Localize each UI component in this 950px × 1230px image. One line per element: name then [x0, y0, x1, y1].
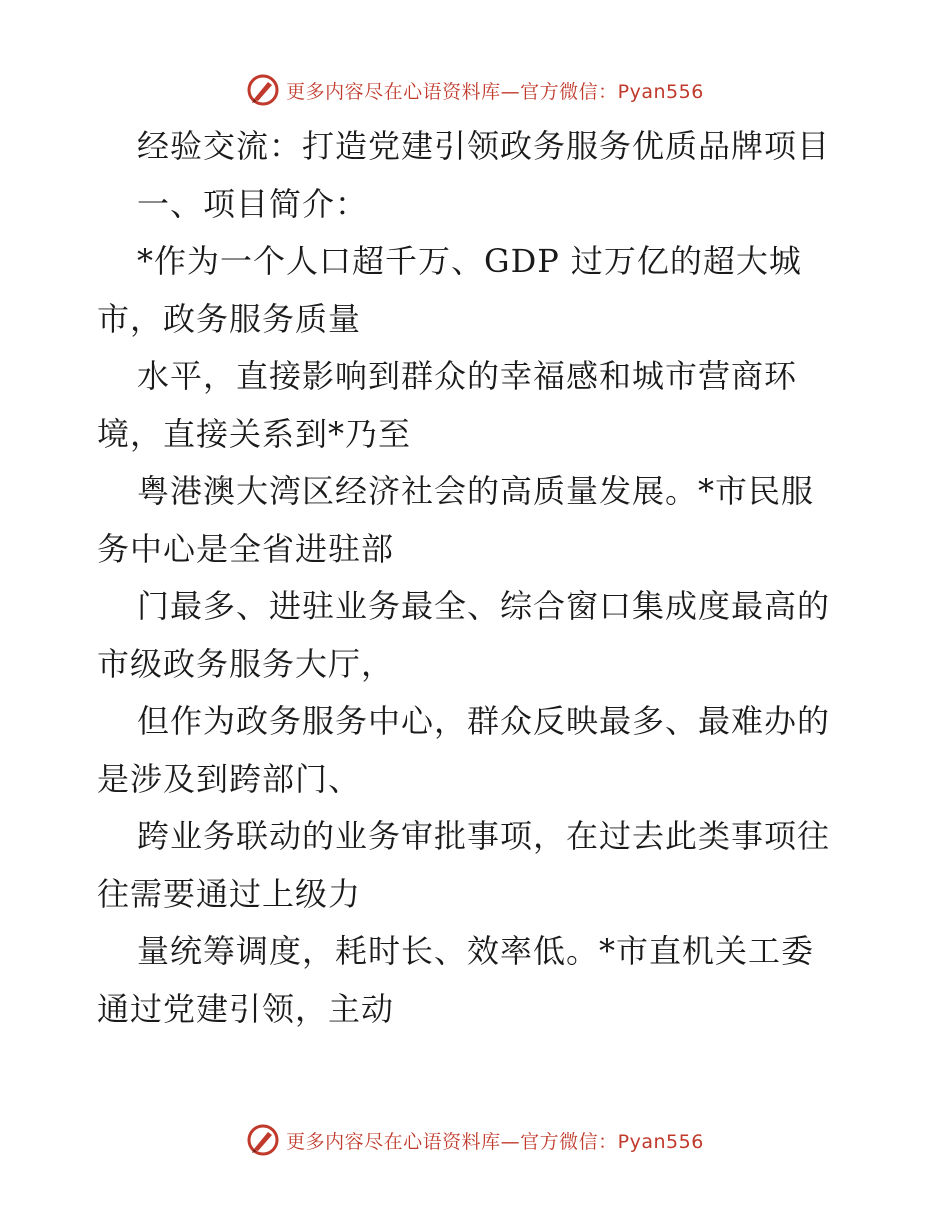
paragraph-line: 量统筹调度，耗时长、效率低。*市直机关工委 — [137, 932, 815, 970]
paragraph-line: 务中心是全省进驻部 — [97, 529, 395, 568]
paragraph-line: 粤港澳大湾区经济社会的高质量发展。*市民服 — [137, 472, 815, 510]
document-body — [97, 118, 857, 1038]
header-banner — [0, 70, 950, 110]
paragraph-line: 是涉及到跨部门、 — [97, 759, 362, 798]
footer-banner-text: 更多内容尽在心语资料库—官方微信：Pyan556 — [286, 1130, 704, 1153]
section-heading: 一、项目简介： — [137, 184, 369, 223]
paragraph-line: 境，直接关系到*乃至 — [97, 414, 412, 453]
header-banner-text: 更多内容尽在心语资料库—官方微信：Pyan556 — [286, 80, 704, 103]
paragraph-line: 通过党建引领，主动 — [97, 989, 395, 1028]
paragraph-line: 水平，直接影响到群众的幸福感和城市营商环 — [137, 357, 798, 395]
paragraph-line: 跨业务联动的业务审批事项，在过去此类事项往 — [137, 817, 831, 855]
paragraph-line: *作为一个人口超千万、GDP 过万亿的超大城 — [137, 242, 802, 280]
paragraph-line: 门最多、进驻业务最全、综合窗口集成度最高的 — [137, 587, 831, 625]
paragraph-line: 市，政务服务质量 — [97, 299, 362, 338]
paragraph-line: 市级政务服务大厅， — [97, 644, 395, 683]
pen-logo-icon — [246, 1123, 280, 1157]
footer-banner — [0, 1120, 950, 1160]
paragraph-line: 往需要通过上级力 — [97, 874, 362, 913]
pen-logo-icon — [246, 73, 280, 107]
document-title: 经验交流：打造党建引领政务服务优质品牌项目 — [137, 127, 831, 165]
paragraph-line: 但作为政务服务中心，群众反映最多、最难办的 — [137, 702, 831, 740]
